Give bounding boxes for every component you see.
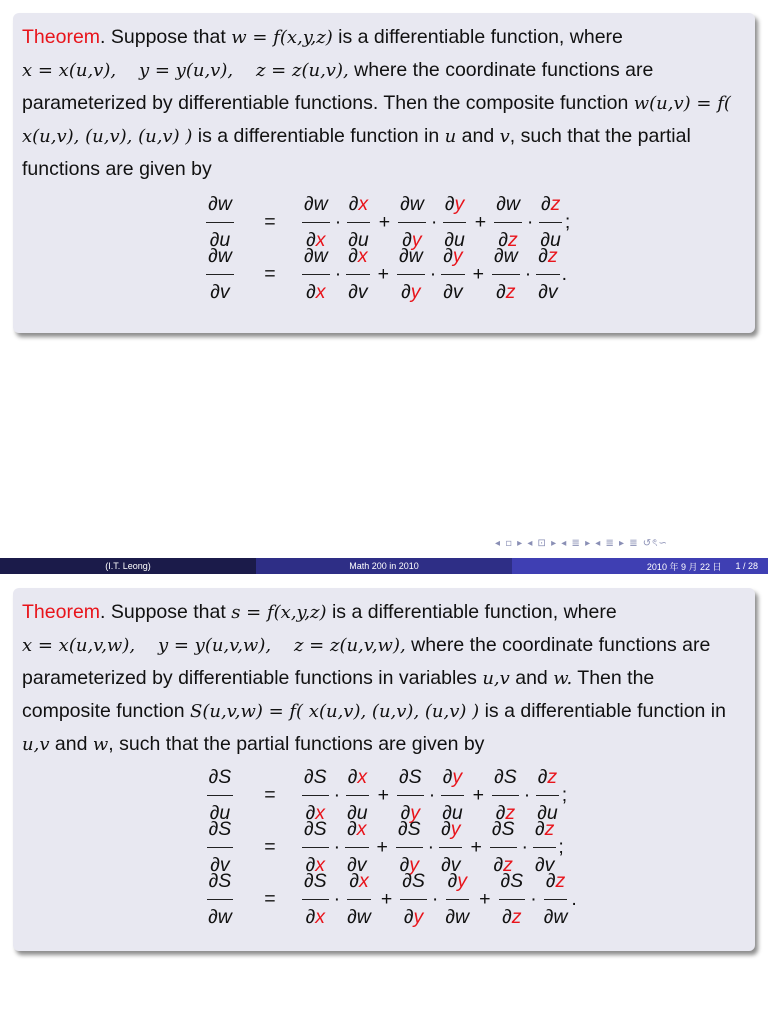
math-coordinates: x = x(u,v), y = y(u,v), z = z(u,v), (22, 60, 349, 81)
math-coordinates: x = x(u,v,w), y = y(u,v,w), z = z(u,v,w), (22, 635, 406, 656)
punct: ; (564, 210, 571, 233)
text: , such that the partial functions are given by (22, 125, 691, 180)
footer-title: Math 200 in 2010 (256, 558, 512, 574)
text: is a differentiable function in (197, 125, 440, 147)
math-composite: S(u,v,w) = f( x(u,v), (u,v), (u,v) ) (190, 701, 480, 722)
math-function: w = f(x,y,z) (231, 27, 333, 48)
equation-row: $\frac{\partial w}{\partial v}$ = $\frac{\partial w}{\partial x}$ · $\frac{\partial x}{\partial v}$ + $\frac{\partial w}{\partial y}$ · $\frac{\partial y}{\partial v}$ + $\frac{\partial w}{\partial z}$ · $\frac{\partial z}{\partial v}$ . (200, 248, 747, 300)
text: is a differentiable function, where (331, 601, 617, 623)
text: and (461, 125, 495, 147)
math-var: w. (553, 668, 573, 689)
math-var: u (444, 126, 457, 147)
text: . Suppose that (100, 26, 226, 48)
theorem-block-2 (13, 588, 755, 951)
punct: . (561, 262, 568, 285)
equation-row: $\frac{\partial S}{\partial w}$ = $\frac{\partial S}{\partial x}$ · $\frac{\partial x}{\partial w}$ + $\frac{\partial S}{\partial y}$ · $\frac{\partial y}{\partial w}$ + $\frac{\partial S}{\partial z}$ · $\frac{\partial z}{\partial w}$ . (200, 873, 747, 925)
math-composite: w(u,v) = f( x(u,v), (u,v), (u,v) ) (22, 93, 731, 147)
text: . Suppose that (100, 601, 226, 623)
text: where the coordinate functions are parameterized by differentiable functions. Then the composite function (22, 59, 654, 114)
theorem-label: Theorem (22, 601, 101, 623)
equation-array-2 (200, 765, 747, 928)
math-function: s = f(x,y,z) (231, 602, 327, 623)
math-var: u,v (22, 734, 50, 755)
footer-author: (I.T. Leong) (0, 558, 256, 574)
equation-array-1 (200, 192, 747, 303)
footer-page-number: 1 / 28 (735, 561, 758, 571)
theorem-block-1 (13, 13, 755, 333)
equation-row: $\frac{\partial w}{\partial u}$ = $\frac{\partial w}{\partial x}$ · $\frac{\partial x}{\partial u}$ + $\frac{\partial w}{\partial y}$ · $\frac{\partial y}{\partial u}$ + $\frac{\partial w}{\partial z}$ · $\frac{\partial z}{\partial u}$ ; (200, 196, 747, 248)
punct: ; (558, 835, 564, 858)
text: and (54, 733, 88, 755)
text: is a differentiable function, where (338, 26, 623, 48)
equation-row: $\frac{\partial S}{\partial v}$ = $\frac{\partial S}{\partial x}$ · $\frac{\partial x}{\partial v}$ + $\frac{\partial S}{\partial y}$ · $\frac{\partial y}{\partial v}$ + $\frac{\partial S}{\partial z}$ · $\frac{\partial z}{\partial v}$ ; (200, 821, 747, 873)
text: and (515, 667, 548, 689)
text: is a differentiable function in (484, 700, 726, 722)
theorem-paragraph-1 (22, 21, 747, 186)
footer-date-page (512, 558, 768, 574)
theorem-label: Theorem (22, 26, 101, 48)
punct: . (571, 887, 577, 910)
slide-footer (0, 558, 768, 574)
math-var: w (92, 734, 109, 755)
beamer-nav-icons[interactable]: ◂ ▫ ▸ ◂ ⊡ ▸ ◂ ≣ ▸ ◂ ≣ ▸ ≣ ↺ৎ∽ (495, 538, 668, 549)
text: , such that the partial functions are given by (108, 733, 485, 755)
math-var: u,v (482, 668, 510, 689)
math-var: v (499, 126, 510, 147)
text: where the coordinate functions are parameterized by differentiable functions in variables (22, 634, 711, 689)
equation-row: $\frac{\partial S}{\partial u}$ = $\frac{\partial S}{\partial x}$ · $\frac{\partial x}{\partial u}$ + $\frac{\partial S}{\partial y}$ · $\frac{\partial y}{\partial u}$ + $\frac{\partial S}{\partial z}$ · $\frac{\partial z}{\partial u}$ ; (200, 769, 747, 821)
punct: ; (561, 783, 568, 806)
text: Then the composite function (22, 667, 655, 722)
footer-date: 2010 年 9 月 22 日 (646, 561, 722, 572)
theorem-paragraph-2 (22, 596, 747, 761)
